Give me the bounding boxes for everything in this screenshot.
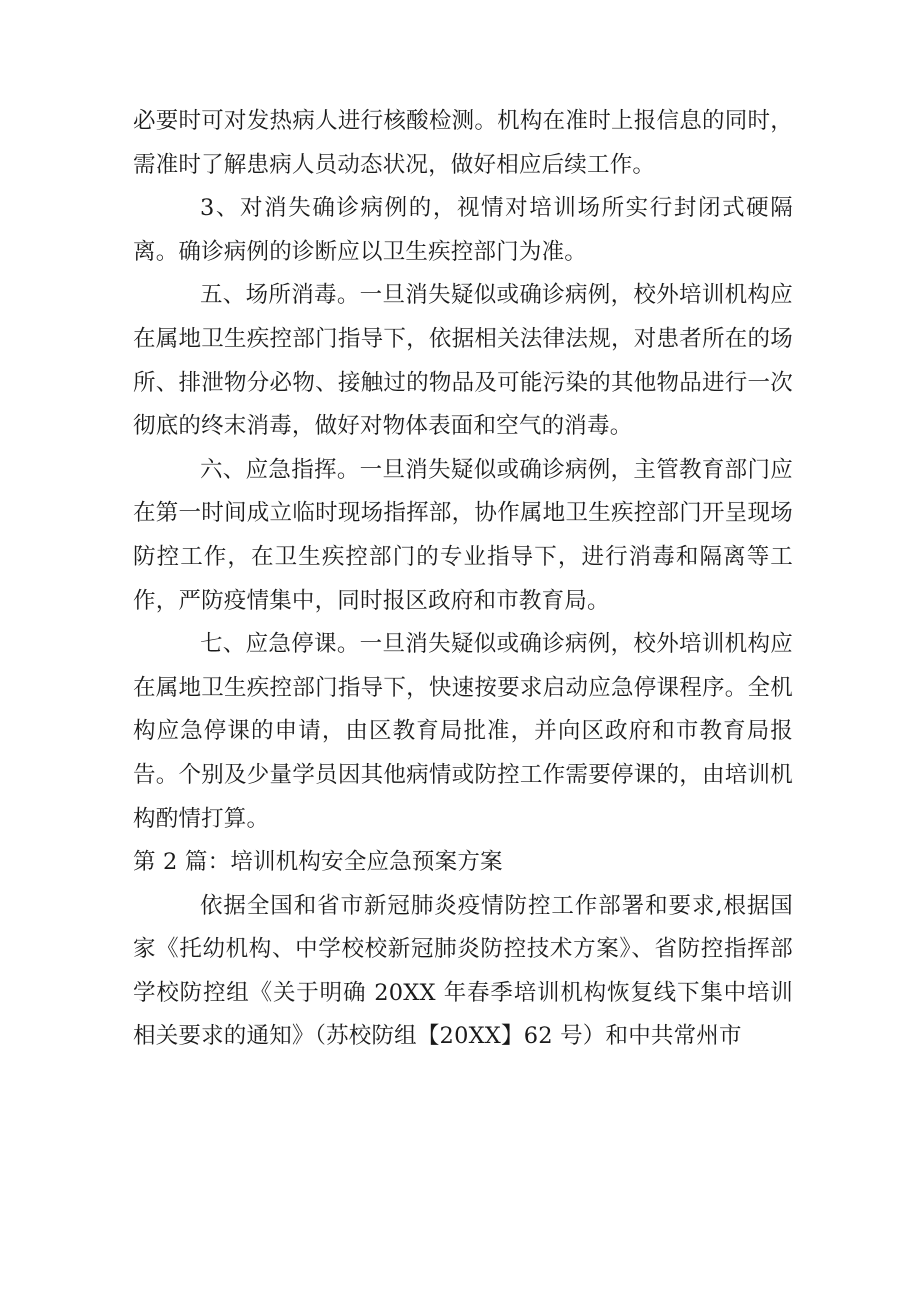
paragraph-section-6: 六、应急指挥。一旦消失疑似或确诊病例，主管教育部门应在第一时间成立临时现场指挥部，协作属地卫生疾控部门开呈现场防控工作，在卫生疾控部门的专业指导下，进行消毒和隔离等工作，严防疫情集中，同时报区政府和市教育局。 — [133, 456, 793, 614]
paragraph-section-7: 七、应急停课。一旦消失疑似或确诊病例，校外培训机构应在属地卫生疾控部门指导下，快速按要求启动应急停课程序。全机构应急停课的申请，由区教育局批准，并向区政府和市教育局报告。个别及少量学员因其他病情或防控工作需要停课的，由培训机构酌情打算。 — [133, 631, 793, 832]
section-heading: 第 2 篇：培训机构安全应急预案方案 — [133, 849, 503, 876]
document-page — [133, 100, 793, 1059]
paragraph-continuation: 必要时可对发热病人进行核酸检测。机构在准时上报信息的同时，需准时了解患病人员动态状况，做好相应后续工作。 — [133, 108, 793, 178]
paragraph-section-5: 五、场所消毒。一旦消失疑似或确诊病例，校外培训机构应在属地卫生疾控部门指导下，依据相关法律法规，对患者所在的场所、排泄物分必物、接触过的物品及可能污染的其他物品进行一次彻底的终末消毒，做好对物体表面和空气的消毒。 — [133, 282, 793, 440]
paragraph-item-3: 3、对消失确诊病例的，视情对培训场所实行封闭式硬隔离。确诊病例的诊断应以卫生疾控部门为准。 — [133, 195, 793, 265]
paragraph-intro: 依据全国和省市新冠肺炎疫情防控工作部署和要求,根据国家《托幼机构、中学校校新冠肺炎防控技术方案》、省防控指挥部学校防控组《关于明确 20XX 年春季培训机构恢复线下集中培训相关要求的通知》（苏校防组【20XX】62 号）和中共常州市 — [133, 892, 793, 1050]
